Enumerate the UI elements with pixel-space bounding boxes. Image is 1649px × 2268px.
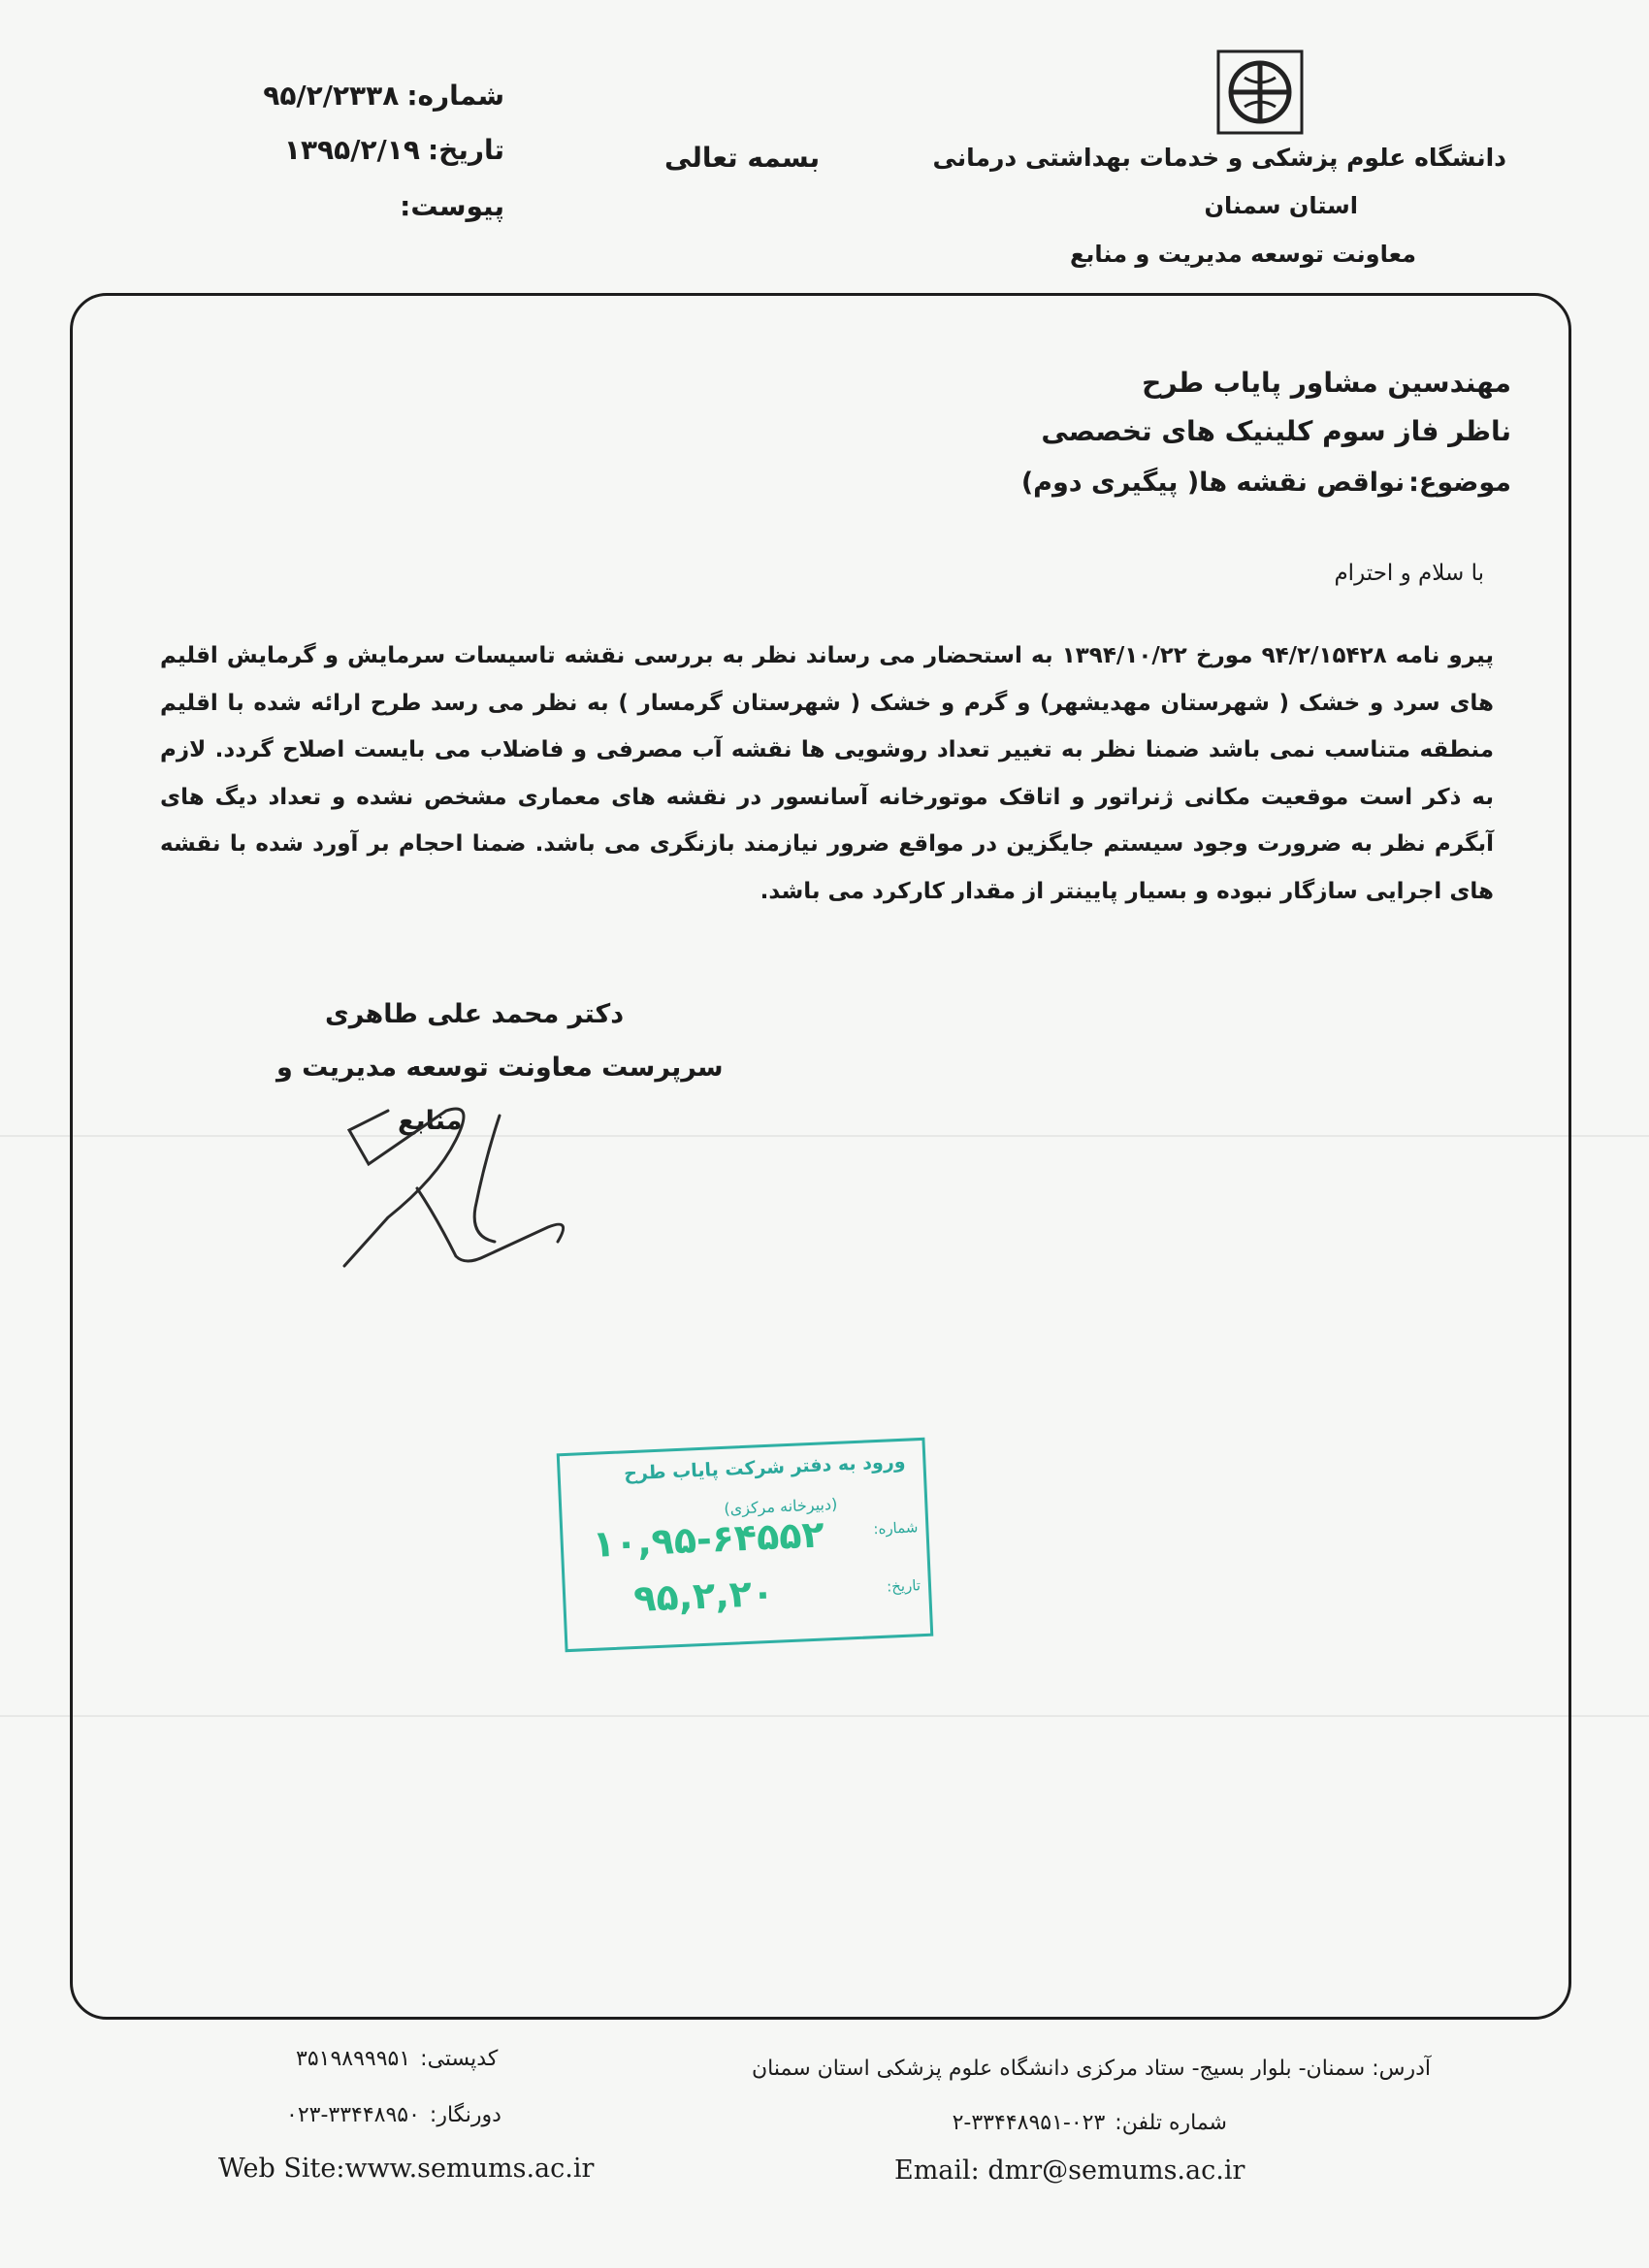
- signer-title-line-1: سرپرست معاونت توسعه مدیریت و: [276, 1053, 724, 1083]
- org-province: استان سمنان: [1204, 192, 1358, 219]
- letter-attachment-label: پیوست:: [400, 190, 504, 222]
- letter-date-value: ۱۳۹۵/۲/۱۹: [283, 134, 420, 166]
- letter-body: پیرو نامه ۹۴/۲/۱۵۴۲۸ مورخ ۱۳۹۴/۱۰/۲۲ به استحضار می رساند نظر به بررسی نقشه تاسیسات سرمایش و گرمایش اقلیم های سرد و خشک ( شهرستان مهدیشهر) و گرم و خشک ( شهرستان گرمسار ) به نظر می رسد طرح ارائه شده با اقلیم منطقه متناسب نمی باشد ضمنا نظر به تغییر تعداد روشویی ها نقشه آب مصرفی و فاضلاب می بایست اصلاح گردد. لازم به ذکر است موقعیت مکانی ژنراتور و اتاقک موتورخانه آسانسور در نقشه های معماری مشخص نشده و تعداد دیگ های آبگرم نظر به ضرورت وجود سیستم جایگزین در مواقع ضرور نیازمند بازنگری می باشد. ضمنا احجام بر آورد شده با نقشه های اجرایی سازگار نبوده و بسیار پایینتر از مقدار کارکرد می باشد.: [160, 643, 1494, 904]
- handwritten-signature: [330, 1072, 630, 1271]
- signer-title-line-2: منابع: [398, 1106, 463, 1136]
- recipient-line-2: ناظر فاز سوم کلینیک های تخصصی: [1041, 415, 1511, 447]
- footer-postal-code: [296, 2047, 498, 2071]
- subject-value: نواقص نقشه ها( پیگیری دوم): [1020, 468, 1406, 498]
- org-deputy: معاونت توسعه مدیریت و منابع: [1069, 241, 1416, 268]
- letter-attachment: [400, 190, 504, 222]
- invocation: بسمه تعالی: [664, 142, 821, 174]
- stamp-date-label: تاریخ:: [886, 1576, 922, 1596]
- footer-fax: [286, 2103, 501, 2127]
- university-emblem-icon: [1215, 49, 1305, 136]
- footer-phone: [953, 2111, 1227, 2135]
- stamp-number: ۱۰,۹۵-۶۴۵۵۲: [591, 1512, 825, 1566]
- footer-fax-label: دورنگار:: [429, 2103, 501, 2127]
- footer-address: آدرس: سمنان- بلوار بسیج- ستاد مرکزی دانشگاه علوم پزشکی استان سمنان: [752, 2057, 1431, 2081]
- subject-label: موضوع:: [1408, 468, 1511, 498]
- letter-date-label: تاریخ:: [427, 134, 504, 166]
- letter-number-label: شماره:: [406, 80, 504, 112]
- letter-date: [284, 134, 504, 166]
- footer-phone-label: شماره تلفن:: [1115, 2111, 1227, 2135]
- receipt-stamp: [557, 1438, 934, 1652]
- stamp-subtitle: (دبیرخانه مرکزی): [723, 1494, 838, 1518]
- letter-number: [263, 80, 504, 112]
- recipient-line-1: مهندسین مشاور پایاب طرح: [1142, 367, 1511, 399]
- footer-phone-value: ۲-۳۳۴۴۸۹۵۱-۰۲۳: [952, 2111, 1106, 2135]
- footer-website[interactable]: Web Site:www.semums.ac.ir: [218, 2154, 595, 2184]
- greeting: با سلام و احترام: [1334, 561, 1484, 586]
- org-name: دانشگاه علوم پزشکی و خدمات بهداشتی درمانی: [932, 144, 1506, 172]
- letter-frame: [70, 293, 1571, 2020]
- stamp-title: ورود به دفتر شرکت پایاب طرح: [623, 1450, 906, 1485]
- footer-fax-value: ۰۲۳-۳۳۴۴۸۹۵۰: [286, 2103, 420, 2127]
- footer-postal-label: کدپستی:: [420, 2047, 499, 2071]
- letter-number-value: ۹۵/۲/۲۳۳۸: [263, 80, 400, 112]
- stamp-number-label: شماره:: [873, 1518, 919, 1539]
- subject-line: [1021, 468, 1511, 498]
- footer-email[interactable]: Email: dmr@semums.ac.ir: [894, 2155, 1245, 2186]
- stamp-date: ۹۵,۲,۲۰: [632, 1571, 775, 1621]
- footer-postal-value: ۳۵۱۹۸۹۹۹۵۱: [296, 2047, 411, 2071]
- signer-name: دکتر محمد علی طاهری: [325, 999, 625, 1029]
